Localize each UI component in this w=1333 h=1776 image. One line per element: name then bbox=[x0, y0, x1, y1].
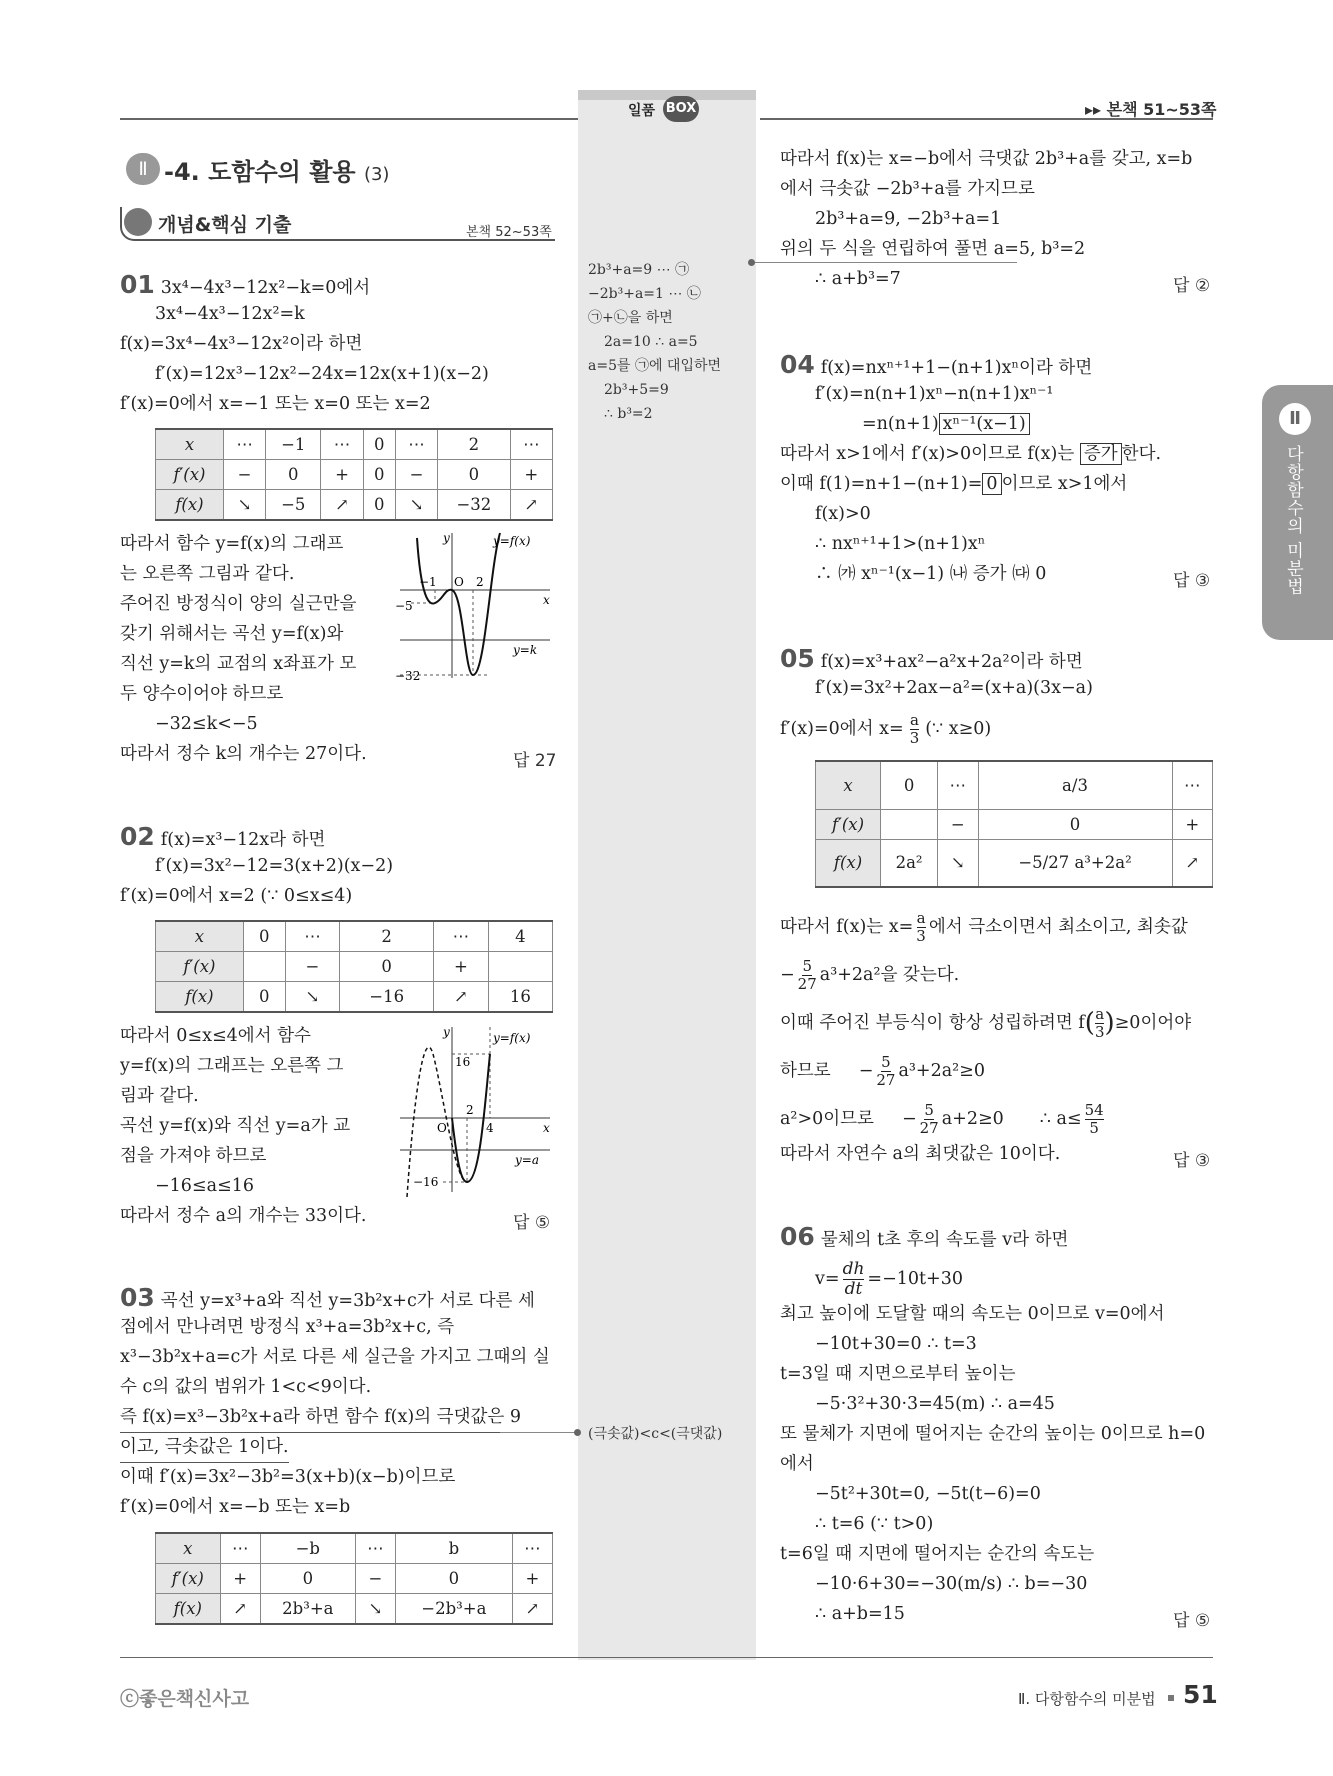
p02-graph-tick-two: 2 bbox=[466, 1103, 474, 1117]
p04-number: 04 bbox=[780, 350, 815, 379]
concept-icon bbox=[124, 208, 152, 236]
p01-line-4: f′(x)=12x³−12x²−24x=12x(x+1)(x−2) bbox=[155, 364, 489, 384]
p02-graph-tick-16: 16 bbox=[455, 1055, 471, 1069]
p01-graph-origin: O bbox=[454, 575, 464, 589]
p05-frac-527-3: $\frac{5}{27}$ bbox=[919, 1101, 939, 1137]
side-tab-roman: Ⅱ bbox=[1279, 403, 1311, 435]
chapter-roman-badge: Ⅱ bbox=[126, 153, 160, 185]
p04-line-6: f(x)>0 bbox=[815, 504, 871, 524]
p04-answer: 답 ③ bbox=[1173, 571, 1211, 591]
p02-graph bbox=[395, 1022, 555, 1197]
p02-text-4: 곡선 y=f(x)와 직선 y=a가 교 bbox=[120, 1116, 351, 1136]
p02-text-3: 림과 같다. bbox=[120, 1086, 199, 1106]
p01-text-6: 두 양수이어야 하므로 bbox=[120, 684, 284, 704]
memo-note-1: 2b³+a=9 ⋯ ㉠ −2b³+a=1 ⋯ ㉡ ㉠+㉡을 하면 2a=10 ∴ a=5 a=5를 ㉠에 대입하면 2b³+5=9 ∴ b³=2 bbox=[588, 262, 722, 422]
p02-line-3: f′(x)=0에서 x=2 (∵ 0≤x≤4) bbox=[120, 886, 353, 906]
p06-number: 06 bbox=[780, 1222, 815, 1251]
p02-graph-curve-label: y=f(x) bbox=[493, 1031, 531, 1045]
p01-graph-x-label: x bbox=[543, 593, 550, 607]
p02-graph-x-label: x bbox=[543, 1121, 550, 1135]
p05-text-2: − $\frac{5}{27}$ a³+2a²을 갖는다. bbox=[780, 957, 960, 993]
p01-line-1: 01 3x⁴−4x³−12x²−k=0에서 bbox=[120, 270, 371, 299]
p03-cont-5: ∴ a+b³=7 bbox=[815, 269, 901, 289]
p04-blank-na: 증가 bbox=[1080, 443, 1122, 465]
p05-frac-a3-3: a 3 bbox=[1094, 1005, 1105, 1041]
p02-line-2: f′(x)=3x²−12=3(x+2)(x−2) bbox=[155, 856, 394, 876]
header-rule-left bbox=[120, 118, 580, 120]
p03-line-4: 수 c의 값의 범위가 1<c<9이다. bbox=[120, 1377, 372, 1397]
p04-line-7: ∴ nxⁿ⁺¹+1>(n+1)xⁿ bbox=[815, 534, 986, 554]
p05-answer: 답 ③ bbox=[1173, 1151, 1211, 1171]
footer-publisher: ⓒ좋은책신사고 bbox=[120, 1688, 250, 1710]
section-title: -4. 도함수의 활용 (3) bbox=[164, 158, 390, 186]
p05-text-1: 따라서 f(x)는 x= $\frac{a}{3}$ 에서 극소이면서 최소이고, 최솟값 bbox=[780, 909, 1188, 945]
p05-text-3: 이때 주어진 부등식이 항상 성립하려면 f ( a 3 ) ≥0이어야 bbox=[780, 1005, 1192, 1041]
p02-table: x 0 ⋯ 2 ⋯ 4 f′(x) − 0 + f(x) 0 ↘ −16 ↗ 16 bbox=[155, 920, 553, 1013]
p01-text-2: 는 오른쪽 그림과 같다. bbox=[120, 564, 295, 584]
p03-cont-4: 위의 두 식을 연립하여 풀면 a=5, b³=2 bbox=[780, 239, 1086, 259]
p01-line-5: f′(x)=0에서 x=−1 또는 x=0 또는 x=2 bbox=[120, 394, 431, 414]
p05-frac-545: $\frac{54}{5}$ bbox=[1084, 1101, 1104, 1137]
p06-line-3: 최고 높이에 도달할 때의 속도는 0이므로 v=0에서 bbox=[780, 1304, 1165, 1324]
page-number: 51 bbox=[1183, 1680, 1218, 1709]
p06-line-6: −5·3²+30·3=45(m) ∴ a=45 bbox=[815, 1394, 1055, 1414]
p02-graph-line-label: y=a bbox=[515, 1153, 539, 1167]
memo-note-2-leader bbox=[500, 1432, 578, 1433]
p02-text-7: 따라서 정수 a의 개수는 33이다. bbox=[120, 1206, 367, 1226]
p02-text-2: y=f(x)의 그래프는 오른쪽 그 bbox=[120, 1056, 344, 1076]
footer-chapter: Ⅱ. 다항함수의 미분법 bbox=[1018, 1690, 1156, 1708]
p01-line-2: 3x⁴−4x³−12x²=k bbox=[155, 304, 305, 324]
p04-line-3: =n(n+1) xⁿ⁻¹(x−1) bbox=[862, 410, 1030, 439]
p03-cont-3: 2b³+a=9, −2b³+a=1 bbox=[815, 209, 1002, 229]
p03-line-2: 점에서 만나려면 방정식 x³+a=3b²x+c, 즉 bbox=[120, 1317, 455, 1337]
p04-line-4: 따라서 x>1에서 f′(x)>0이므로 f(x)는 증가 한다. bbox=[780, 444, 1162, 464]
p06-line-2: v= $\frac{dh}{dt}$ =−10t+30 bbox=[815, 1259, 963, 1299]
p01-text-3: 주어진 방정식이 양의 실근만을 bbox=[120, 594, 357, 614]
memo-note-1-leader bbox=[752, 262, 1017, 263]
p04-line-8: ∴ ㈎ xⁿ⁻¹(x−1) ㈏ 증가 ㈐ 0 bbox=[815, 564, 1047, 584]
p01-graph-tick-m5: −5 bbox=[395, 599, 413, 613]
p02-answer: 답 ⑤ bbox=[513, 1213, 551, 1233]
p01-graph-curve bbox=[417, 533, 500, 675]
p04-blank-ga: xⁿ⁻¹(x−1) bbox=[939, 413, 1030, 435]
p06-line-13: ∴ a+b=15 bbox=[815, 1604, 905, 1624]
p02-text-6: −16≤a≤16 bbox=[155, 1176, 254, 1196]
box-label-left: 일품 bbox=[628, 103, 656, 119]
p01-graph bbox=[395, 528, 555, 688]
p05-line-1: 05 f(x)=x³+ax²−a²x+2a²이라 하면 bbox=[780, 644, 1083, 673]
p03-line-5: 즉 f(x)=x³−3b²x+a라 하면 함수 f(x)의 극댓값은 9 bbox=[120, 1403, 521, 1433]
p05-frac-527-2: $\frac{5}{27}$ bbox=[876, 1053, 896, 1089]
p06-line-9: −5t²+30t=0, −5t(t−6)=0 bbox=[815, 1484, 1041, 1504]
p02-graph-y-label: y bbox=[443, 1025, 450, 1039]
p05-frac-a3-2: $\frac{a}{3}$ bbox=[916, 909, 926, 945]
p02-graph-tick-four: 4 bbox=[486, 1121, 494, 1135]
p04-blank-da: 0 bbox=[982, 473, 1001, 495]
p01-text-8: 따라서 정수 k의 개수는 27이다. bbox=[120, 744, 367, 764]
p05-text-4: 하므로 − $\frac{5}{27}$ a³+2a²≥0 bbox=[780, 1053, 985, 1089]
p06-frac-dhdt: $\frac{dh}{dt}$ bbox=[842, 1259, 865, 1299]
p06-line-11: t=6일 때 지면에 떨어지는 순간의 속도는 bbox=[780, 1544, 1095, 1564]
p01-line-3: f(x)=3x⁴−4x³−12x²이라 하면 bbox=[120, 334, 363, 354]
p05-line-2: f′(x)=3x²+2ax−a²=(x+a)(3x−a) bbox=[815, 678, 1093, 698]
p06-line-7: 또 물체가 지면에 떨어지는 순간의 높이는 0이므로 h=0 bbox=[780, 1424, 1206, 1444]
p06-line-8: 에서 bbox=[780, 1454, 814, 1474]
p04-line-5: 이때 f(1)=n+1−(n+1)= 0 이므로 x>1에서 bbox=[780, 474, 1128, 494]
p03-line-3: x³−3b²x+a=c가 서로 다른 세 실근을 가지고 그때의 실 bbox=[120, 1347, 550, 1367]
p03-line-7: 이때 f′(x)=3x²−3b²=3(x+b)(x−b)이므로 bbox=[120, 1467, 456, 1487]
p05-number: 05 bbox=[780, 644, 815, 673]
p01-graph-tick-neg1: −1 bbox=[419, 575, 437, 589]
p02-text-1: 따라서 0≤x≤4에서 함수 bbox=[120, 1026, 311, 1046]
p03-cont-1: 따라서 f(x)는 x=−b에서 극댓값 2b³+a를 갖고, x=b bbox=[780, 149, 1193, 169]
memo-note-1-dot bbox=[748, 259, 755, 266]
p01-number: 01 bbox=[120, 270, 155, 299]
p03-answer: 답 ② bbox=[1173, 276, 1211, 296]
p05-table: x 0 ⋯ a/3 ⋯ f′(x) − 0 + f(x) 2a² ↘ −5/27 a³+2a² ↗ bbox=[815, 760, 1213, 888]
subtitle: 개념&핵심 기출 bbox=[158, 214, 292, 236]
p06-line-10: ∴ t=6 (∵ t>0) bbox=[815, 1514, 934, 1534]
p02-line-1: 02 f(x)=x³−12x라 하면 bbox=[120, 822, 326, 851]
subtitle-ref: 본책 52~53쪽 bbox=[466, 225, 552, 240]
memo-note-2-dot bbox=[574, 1429, 581, 1436]
p05-frac-527: $\frac{5}{27}$ bbox=[797, 957, 817, 993]
p01-graph-tick-m32: −32 bbox=[395, 669, 421, 683]
p02-number: 02 bbox=[120, 822, 155, 851]
p01-text-4: 갖기 위해서는 곡선 y=f(x)와 bbox=[120, 624, 344, 644]
p02-text-5: 점을 가져야 하므로 bbox=[120, 1146, 267, 1166]
p05-line-3: f′(x)=0에서 x= $\frac{a}{3}$ (∵ x≥0) bbox=[780, 711, 992, 747]
p03-line-1: 03 곡선 y=x³+a와 직선 y=3b²x+c가 서로 다른 세 bbox=[120, 1283, 535, 1312]
p05-text-6: 따라서 자연수 a의 최댓값은 10이다. bbox=[780, 1144, 1061, 1164]
header-page-ref: ▸▸ 본책 51~53쪽 bbox=[1085, 100, 1217, 119]
footer-rule bbox=[120, 1657, 1213, 1658]
p02-graph-tick-m16: −16 bbox=[413, 1175, 439, 1189]
p05-frac-a3: $\frac{a}{3}$ bbox=[909, 711, 920, 747]
p06-line-4: −10t+30=0 ∴ t=3 bbox=[815, 1334, 977, 1354]
p06-line-5: t=3일 때 지면으로부터 높이는 bbox=[780, 1364, 1016, 1384]
p01-text-5: 직선 y=k의 교점의 x좌표가 모 bbox=[120, 654, 357, 674]
box-badge: BOX bbox=[663, 96, 699, 122]
p01-graph-y-label: y bbox=[443, 531, 450, 545]
p03-cont-2: 에서 극솟값 −2b³+a를 가지므로 bbox=[780, 179, 1035, 199]
p01-answer: 답 27 bbox=[513, 751, 557, 771]
p04-line-2: f′(x)=n(n+1)xⁿ−n(n+1)xⁿ⁻¹ bbox=[815, 384, 1054, 404]
side-tab-label: 다항함수의 미분법 bbox=[1283, 445, 1303, 596]
p03-line-8: f′(x)=0에서 x=−b 또는 x=b bbox=[120, 1497, 351, 1517]
p05-text-5: a²>0이므로 − $\frac{5}{27}$ a+2≥0 ∴ a≤ $\frac{54}{5}$ bbox=[780, 1101, 1104, 1137]
p02-graph-origin: O bbox=[437, 1121, 447, 1135]
p03-number: 03 bbox=[120, 1283, 155, 1312]
p01-text-7: −32≤k<−5 bbox=[155, 714, 258, 734]
p01-graph-tick-two: 2 bbox=[476, 575, 484, 589]
p04-line-1: 04 f(x)=nxⁿ⁺¹+1−(n+1)xⁿ이라 하면 bbox=[780, 350, 1093, 379]
p01-table: x ⋯ −1 ⋯ 0 ⋯ 2 ⋯ f′(x) − 0 + 0 − 0 + f(x) ↘ −5 ↗ 0 ↘ −32 ↗ bbox=[155, 428, 553, 521]
p03-table: x ⋯ −b ⋯ b ⋯ f′(x) + 0 − 0 + f(x) ↗ 2b³+a ↘ −2b³+a ↗ bbox=[155, 1532, 553, 1625]
p01-graph-line-label: y=k bbox=[513, 643, 538, 657]
p01-text-1: 따라서 함수 y=f(x)의 그래프 bbox=[120, 534, 344, 554]
p03-line-6: 이고, 극솟값은 1이다. bbox=[120, 1433, 289, 1463]
p01-graph-curve-label: y=f(x) bbox=[493, 534, 531, 548]
p06-answer: 답 ⑤ bbox=[1173, 1611, 1211, 1631]
p06-line-12: −10·6+30=−30(m/s) ∴ b=−30 bbox=[815, 1574, 1088, 1594]
footer-dot bbox=[1168, 1695, 1174, 1701]
p06-line-1: 06 물체의 t초 후의 속도를 v라 하면 bbox=[780, 1222, 1069, 1251]
memo-note-2: (극솟값)<c<(극댓값) bbox=[588, 1426, 723, 1442]
side-tab[interactable] bbox=[1262, 385, 1333, 640]
